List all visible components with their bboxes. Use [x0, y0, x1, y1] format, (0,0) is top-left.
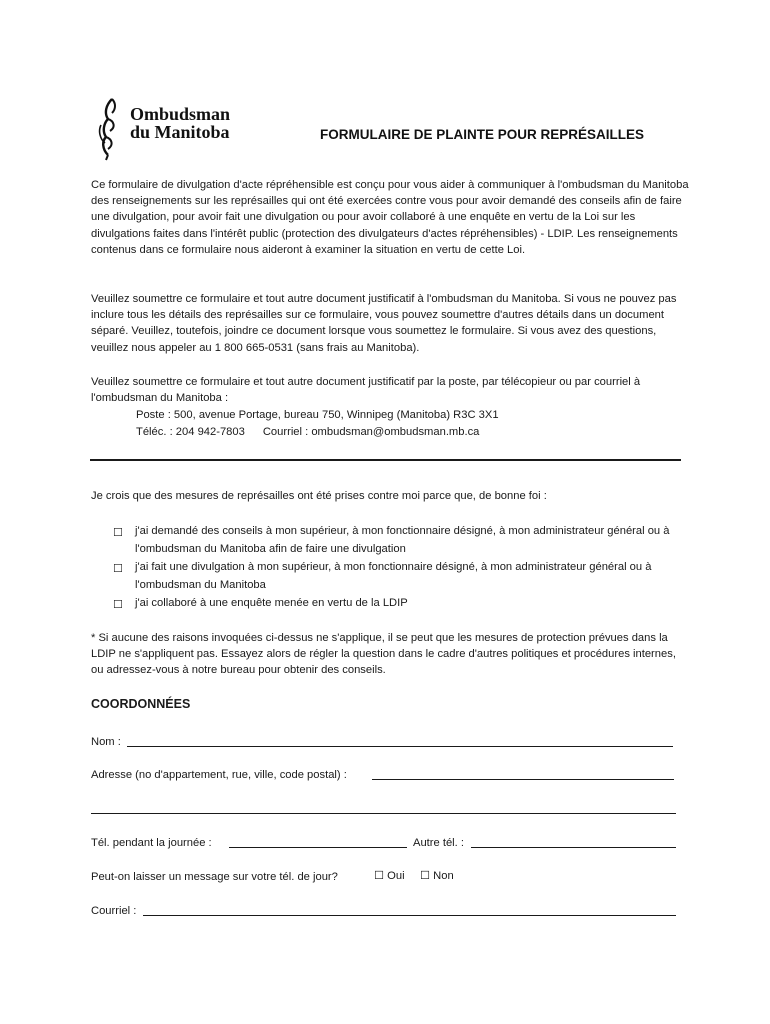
message-no-label: Non — [433, 870, 454, 882]
wheat-sheaf-icon — [92, 95, 128, 161]
reason-option-label: j'ai fait une divulgation à mon supérieur, à mon fonctionnaire désigné, à mon administrateur général ou à l'ombudsman du Manitoba — [135, 561, 652, 591]
message-yes-label: Oui — [387, 870, 405, 882]
fax-number: Téléc. : 204 942-7803 — [136, 426, 245, 438]
other-phone-label: Autre tél. : — [413, 837, 464, 849]
logo-line-1: Ombudsman — [130, 104, 231, 124]
email-field[interactable] — [143, 915, 676, 916]
checkbox-icon[interactable]: ☐ — [113, 563, 123, 575]
eligibility-note: * Si aucune des raisons invoquées ci-dessus ne s'applique, il se peut que les mesures de protection prévues dans la LDIP ne s'appliquent pas. Essayez alors de régler la question dans le cadre d'autres politiques et procédures internes, ou adressez-vous à notre bureau pour obtenir des conseils. — [91, 632, 676, 677]
postal-address: Poste : 500, avenue Portage, bureau 750, Winnipeg (Manitoba) R3C 3X1 — [136, 409, 499, 421]
checkbox-icon[interactable]: ☐ — [113, 599, 123, 611]
address-field-line-2[interactable] — [91, 813, 676, 814]
logo-wordmark — [130, 105, 230, 141]
checkbox-icon[interactable]: ☐ — [420, 870, 431, 882]
reason-option-label: j'ai demandé des conseils à mon supérieur, à mon fonctionnaire désigné, à mon administrateur général ou à l'ombudsman du Manitoba afin de faire une divulgation — [135, 525, 670, 555]
day-phone-label: Tél. pendant la journée : — [91, 837, 212, 849]
ombudsman-logo — [92, 95, 252, 161]
day-phone-field[interactable] — [229, 847, 407, 848]
intro-paragraph-2: Veuillez soumettre ce formulaire et tout autre document justificatif à l'ombudsman du Manitoba. Si vous ne pouvez pas inclure tous les détails des représailles sur ce formulaire, vous pouvez soumettre d'autres détails dans un document séparé. Veuillez, toutefois, joindre ce document lorsque vous soumettez le formulaire. Si vous avez des questions, veuillez nous appeler au 1 800 665-0531 (sans frais au Manitoba). — [91, 293, 677, 354]
email-label: Courriel : — [91, 905, 137, 917]
intro-paragraph-3: Veuillez soumettre ce formulaire et tout autre document justificatif par la poste, par télécopieur ou par courriel à l'ombudsman du Manitoba : — [91, 376, 641, 405]
checkbox-icon[interactable]: ☐ — [374, 870, 385, 882]
fax-email-line — [136, 424, 479, 440]
contact-email[interactable]: Courriel : ombudsman@ombudsman.mb.ca — [262, 426, 480, 438]
intro-paragraph-1: Ce formulaire de divulgation d'acte répréhensible est conçu pour vous aider à communiquer à l'ombudsman du Manitoba des renseignements sur les représailles qui ont été exercées contre vous pour avoir demandé des conseils afin de faire une divulgation, pour avoir fait une divulgation ou pour avoir collaboré à une enquête en vertu de la Loi sur les divulgations faites dans l'intérêt public (protection des divulgateurs d'actes répréhensibles) - LDIP. Les renseignements contenus dans ce formulaire nous aideront à examiner la situation en vertu de cette Loi. — [91, 179, 689, 256]
other-phone-field[interactable] — [471, 847, 676, 848]
coordinates-heading: COORDONNÉES — [91, 697, 191, 711]
name-field[interactable] — [127, 746, 673, 747]
belief-lead: Je crois que des mesures de représailles ont été prises contre moi parce que, de bonne foi : — [91, 490, 547, 502]
reason-option-label: j'ai collaboré à une enquête menée en vertu de la LDIP — [135, 597, 408, 609]
message-no-option[interactable] — [420, 869, 454, 882]
checkbox-icon[interactable]: ☐ — [113, 527, 123, 539]
address-label: Adresse (no d'appartement, rue, ville, code postal) : — [91, 769, 347, 781]
name-label: Nom : — [91, 736, 121, 748]
message-yes-option[interactable] — [374, 869, 405, 882]
page-title: FORMULAIRE DE PLAINTE POUR REPRÉSAILLES — [320, 127, 645, 142]
section-divider — [90, 459, 681, 461]
address-field-line-1[interactable] — [372, 779, 674, 780]
logo-line-2: du Manitoba — [130, 122, 230, 142]
leave-message-label: Peut-on laisser un message sur votre tél. de jour? — [91, 871, 338, 883]
